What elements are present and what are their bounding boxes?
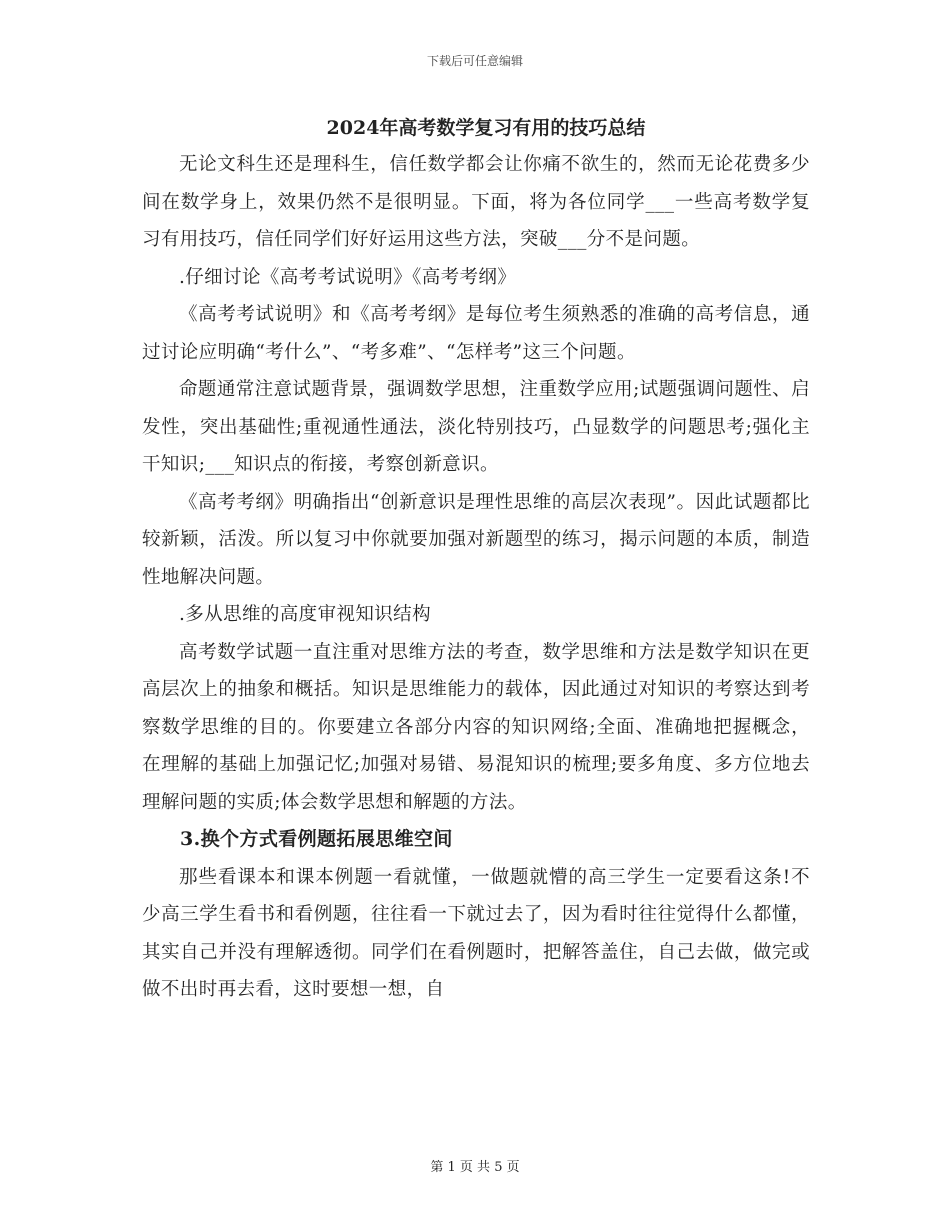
section-heading-2: .多从思维的高度审视知识结构: [179, 604, 431, 625]
document-title: 2024年高考数学复习有用的技巧总结: [326, 117, 646, 139]
paragraph: 《高考考试说明》和《高考考纲》是每位考生须熟悉的准确的高考信息，通过讨论应明确“考什么”、“考多难”、“怎样考”这三个问题。: [142, 304, 810, 363]
paragraph-intro: 无论文科生还是理科生，信任数学都会让你痛不欲生的，然而无论花费多少间在数学身上，效果仍然不是很明显。下面，将为各位同学___一些高考数学复习有用技巧，信任同学们好好运用这些方法，突破___分不是问题。: [142, 154, 810, 250]
page-header: 下载后可任意编辑: [426, 54, 523, 68]
paragraph: 《高考考纲》明确指出“创新意识是理性思维的高层次表现”。因此试题都比较新颖，活泼。所以复习中你就要加强对新题型的练习，揭示问题的本质，制造性地解决问题。: [142, 491, 810, 588]
section-heading-3: 3.换个方式看例题拓展思维空间: [180, 828, 453, 850]
paragraph: 高考数学试题一直注重对思维方法的考查，数学思维和方法是数学知识在更高层次上的抽象和概括。知识是思维能力的载体，因此通过对知识的考察达到考察数学思维的目的。你要建立各部分内容的知识网络;全面、准确地把握概念，在理解的基础上加强记忆;加强对易错、易混知识的梳理;要多角度、多方位地去理解问题的实质;体会数学思想和解题的方法。: [142, 641, 810, 813]
paragraph: 那些看课本和课本例题一看就懂，一做题就懵的高三学生一定要看这条!不少高三学生看书和看例题，往往看一下就过去了，因为看时往往觉得什么都懂，其实自己并没有理解透彻。同学们在看例题时，把解答盖住，自己去做，做完或做不出时再去看，这时要想一想，自: [142, 866, 810, 1000]
section-heading-1: .仔细讨论《高考考试说明》《高考考纲》: [179, 266, 517, 288]
paragraph: 命题通常注意试题背景，强调数学思想，注重数学应用;试题强调问题性、启发性，突出基础性;重视通性通法，淡化特别技巧，凸显数学的问题思考;强化主干知识;___知识点的衔接，考察创新意识。: [142, 379, 810, 475]
page-number: 第 1 页 共 5 页: [430, 1160, 520, 1175]
document-body: [142, 110, 810, 1009]
